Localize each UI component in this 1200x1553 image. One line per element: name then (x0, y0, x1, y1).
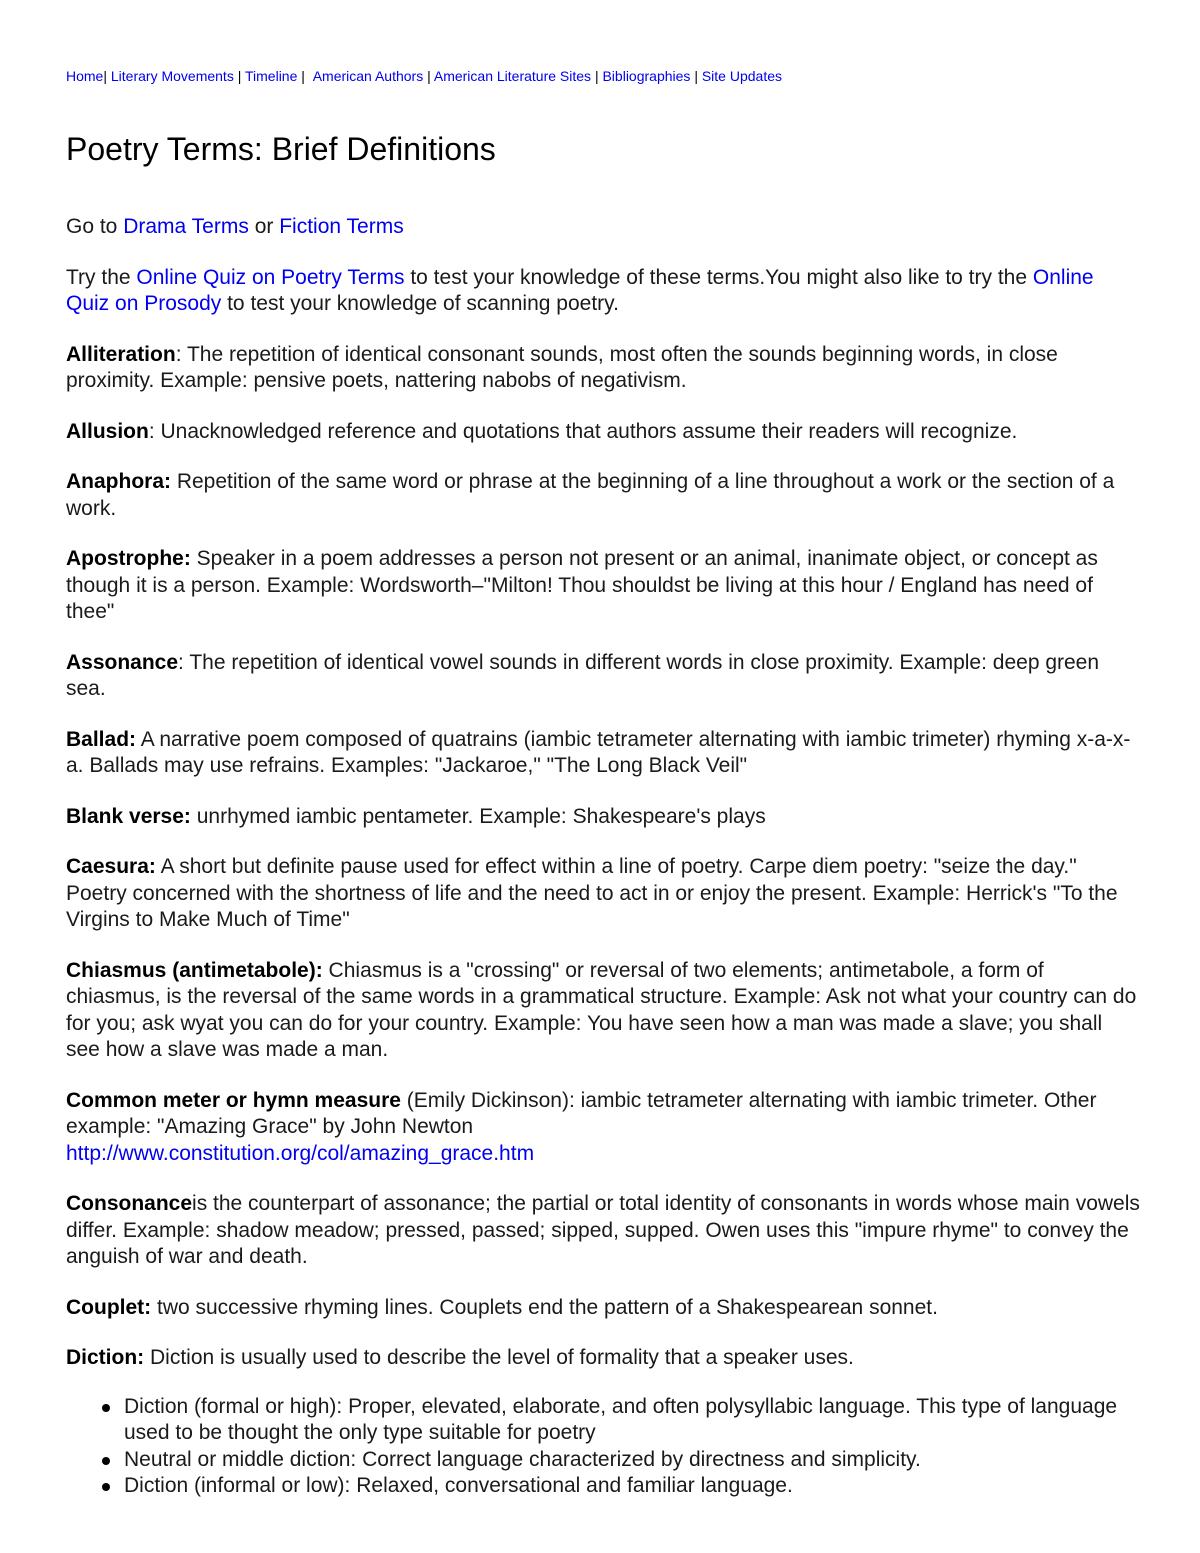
amazing-grace-link[interactable]: http://www.constitution.org/col/amazing_grace.htm (66, 1141, 535, 1165)
term-definition: unrhymed iambic pentameter. Example: Shakespeare's plays (190, 804, 766, 828)
definition-caesura (66, 854, 1141, 934)
nav-link-literary-movements[interactable]: Literary Movements (110, 68, 234, 84)
definition-couplet (66, 1295, 1141, 1322)
nav-separator: | (103, 68, 107, 84)
nav-separator: | (427, 68, 431, 84)
quiz-paragraph (66, 265, 1141, 318)
drama-terms-link[interactable]: Drama Terms (123, 215, 249, 238)
list-item-text: Neutral or middle diction: Correct language characterized by directness and simplicity. (124, 1447, 921, 1471)
term-definition: is the counterpart of assonance; the partial or total identity of consonants in words whose main vowels differ. Example: shadow meadow; pressed, passed; sipped, supped. Owen uses this "impure rhyme" to convey the anguish of war and death. (66, 1192, 1140, 1268)
page-title: Poetry Terms: Brief Definitions (66, 131, 496, 167)
term-label: Allusion (66, 419, 149, 443)
term-definition: Repetition of the same word or phrase at the beginning of a line throughout a work or the section of a work. (66, 470, 1115, 520)
list-item-text: Diction (formal or high): Proper, elevated, elaborate, and often polysyllabic language. This type of language used to be thought the only type suitable for poetry (124, 1394, 1118, 1444)
term-definition: : The repetition of identical vowel sounds in different words in close proximity. Example: deep green sea. (66, 650, 1100, 700)
prosody-quiz-link[interactable]: Online Quiz on Prosody (66, 265, 1094, 315)
fiction-terms-link[interactable]: Fiction Terms (279, 215, 404, 238)
term-definition: Speaker in a poem addresses a person not present or an animal, inanimate object, or concept as though it is a person. Example: Wordsworth–"Milton! Thou shouldst be living at this hour / England has need of thee" (66, 547, 1098, 623)
bullet-icon (102, 1483, 110, 1491)
term-definition: : The repetition of identical consonant sounds, most often the sounds beginning words, in close proximity. Example: pensive poets, nattering nabobs of negativism. (66, 342, 1058, 392)
term-label: Ballad: (66, 727, 137, 751)
term-definition: Chiasmus is a "crossing" or reversal of two elements; antimetabole, a form of chiasmus, is the reversal of the same words in a grammatical structure. Example: Ask not what your country can do for you; ask wyat you can do for your country. Example: You have seen how a man was made a slave; you shall see how a slave was made a man. (66, 958, 1137, 1061)
list-item-text: Diction (informal or low): Relaxed, conversational and familiar language. (124, 1474, 793, 1497)
term-label: Diction: (66, 1346, 145, 1369)
nav-link-timeline[interactable]: Timeline (245, 68, 298, 84)
definition-alliteration (66, 342, 1141, 395)
definition-consonance (66, 1191, 1141, 1271)
nav-link-american-literature-sites[interactable]: American Literature Sites (433, 68, 592, 84)
definition-ballad (66, 727, 1141, 780)
bullet-icon (102, 1457, 110, 1465)
term-label: Consonance (66, 1192, 193, 1215)
quiz-text-3: to test your knowledge of scanning poetry. (227, 292, 619, 315)
list-item (124, 1473, 1141, 1500)
quiz-text-2: to test your knowledge of these terms.You might also like to try the (410, 265, 1028, 289)
poetry-quiz-link[interactable]: Online Quiz on Poetry Terms (136, 265, 405, 289)
quiz-text-1: Try the (66, 265, 131, 289)
definition-chiasmus (66, 958, 1141, 1064)
nav-separator: | (694, 68, 698, 84)
definition-common-meter (66, 1088, 1141, 1168)
term-label: Caesura: (66, 855, 156, 878)
nav-separator: | (301, 68, 305, 84)
term-label: Anaphora: (66, 470, 171, 493)
nav-link-american-authors[interactable]: American Authors (312, 68, 424, 84)
term-definition: A short but definite pause used for effect within a line of poetry. Carpe diem poetry: "seize the day." Poetry concerned with the shortness of life and the need to act in or enjoy the present. Example: Herrick's "To the Virgins to Make Much of Time" (66, 855, 1118, 931)
nav-link-home[interactable]: Home (66, 68, 104, 84)
diction-list (66, 1394, 1141, 1500)
term-label: Alliteration (66, 342, 176, 366)
definition-allusion (66, 419, 1141, 446)
term-label: Couplet: (66, 1295, 152, 1319)
term-label: Chiasmus (antimetabole): (66, 958, 323, 982)
goto-paragraph (66, 214, 1141, 241)
term-label: Blank verse: (66, 804, 191, 828)
definition-assonance (66, 650, 1141, 703)
definition-diction (66, 1345, 1141, 1372)
definition-blank-verse (66, 804, 1141, 831)
term-definition: (Emily Dickinson): iambic tetrameter alternating with iambic trimeter. Other example: "Amazing Grace" by John Newton (66, 1088, 1097, 1138)
top-nav (66, 67, 782, 85)
definition-apostrophe (66, 546, 1141, 626)
nav-separator: | (237, 68, 242, 84)
nav-separator: | (594, 68, 599, 84)
term-label: Assonance (66, 650, 179, 674)
term-definition: Diction is usually used to describe the level of formality that a speaker uses. (144, 1346, 854, 1369)
list-item (124, 1447, 1141, 1474)
bullet-icon (102, 1404, 110, 1412)
term-label: Common meter or hymn measure (66, 1088, 401, 1112)
definition-anaphora (66, 469, 1141, 522)
goto-prefix: Go to (66, 215, 118, 238)
term-definition: two successive rhyming lines. Couplets end the pattern of a Shakespearean sonnet. (151, 1295, 938, 1319)
term-definition: : Unacknowledged reference and quotations that authors assume their readers will recognize. (148, 419, 1018, 443)
nav-link-bibliographies[interactable]: Bibliographies (602, 68, 691, 84)
nav-link-site-updates[interactable]: Site Updates (701, 68, 783, 84)
term-definition: A narrative poem composed of quatrains (iambic tetrameter alternating with iambic trimeter) rhyming x-a-x-a. Ballads may use refrains. Examples: "Jackaroe," "The Long Black Veil" (66, 727, 1131, 777)
term-label: Apostrophe: (66, 547, 191, 570)
content-body (66, 214, 1141, 1500)
list-item (124, 1394, 1141, 1447)
goto-middle: or (254, 215, 274, 238)
